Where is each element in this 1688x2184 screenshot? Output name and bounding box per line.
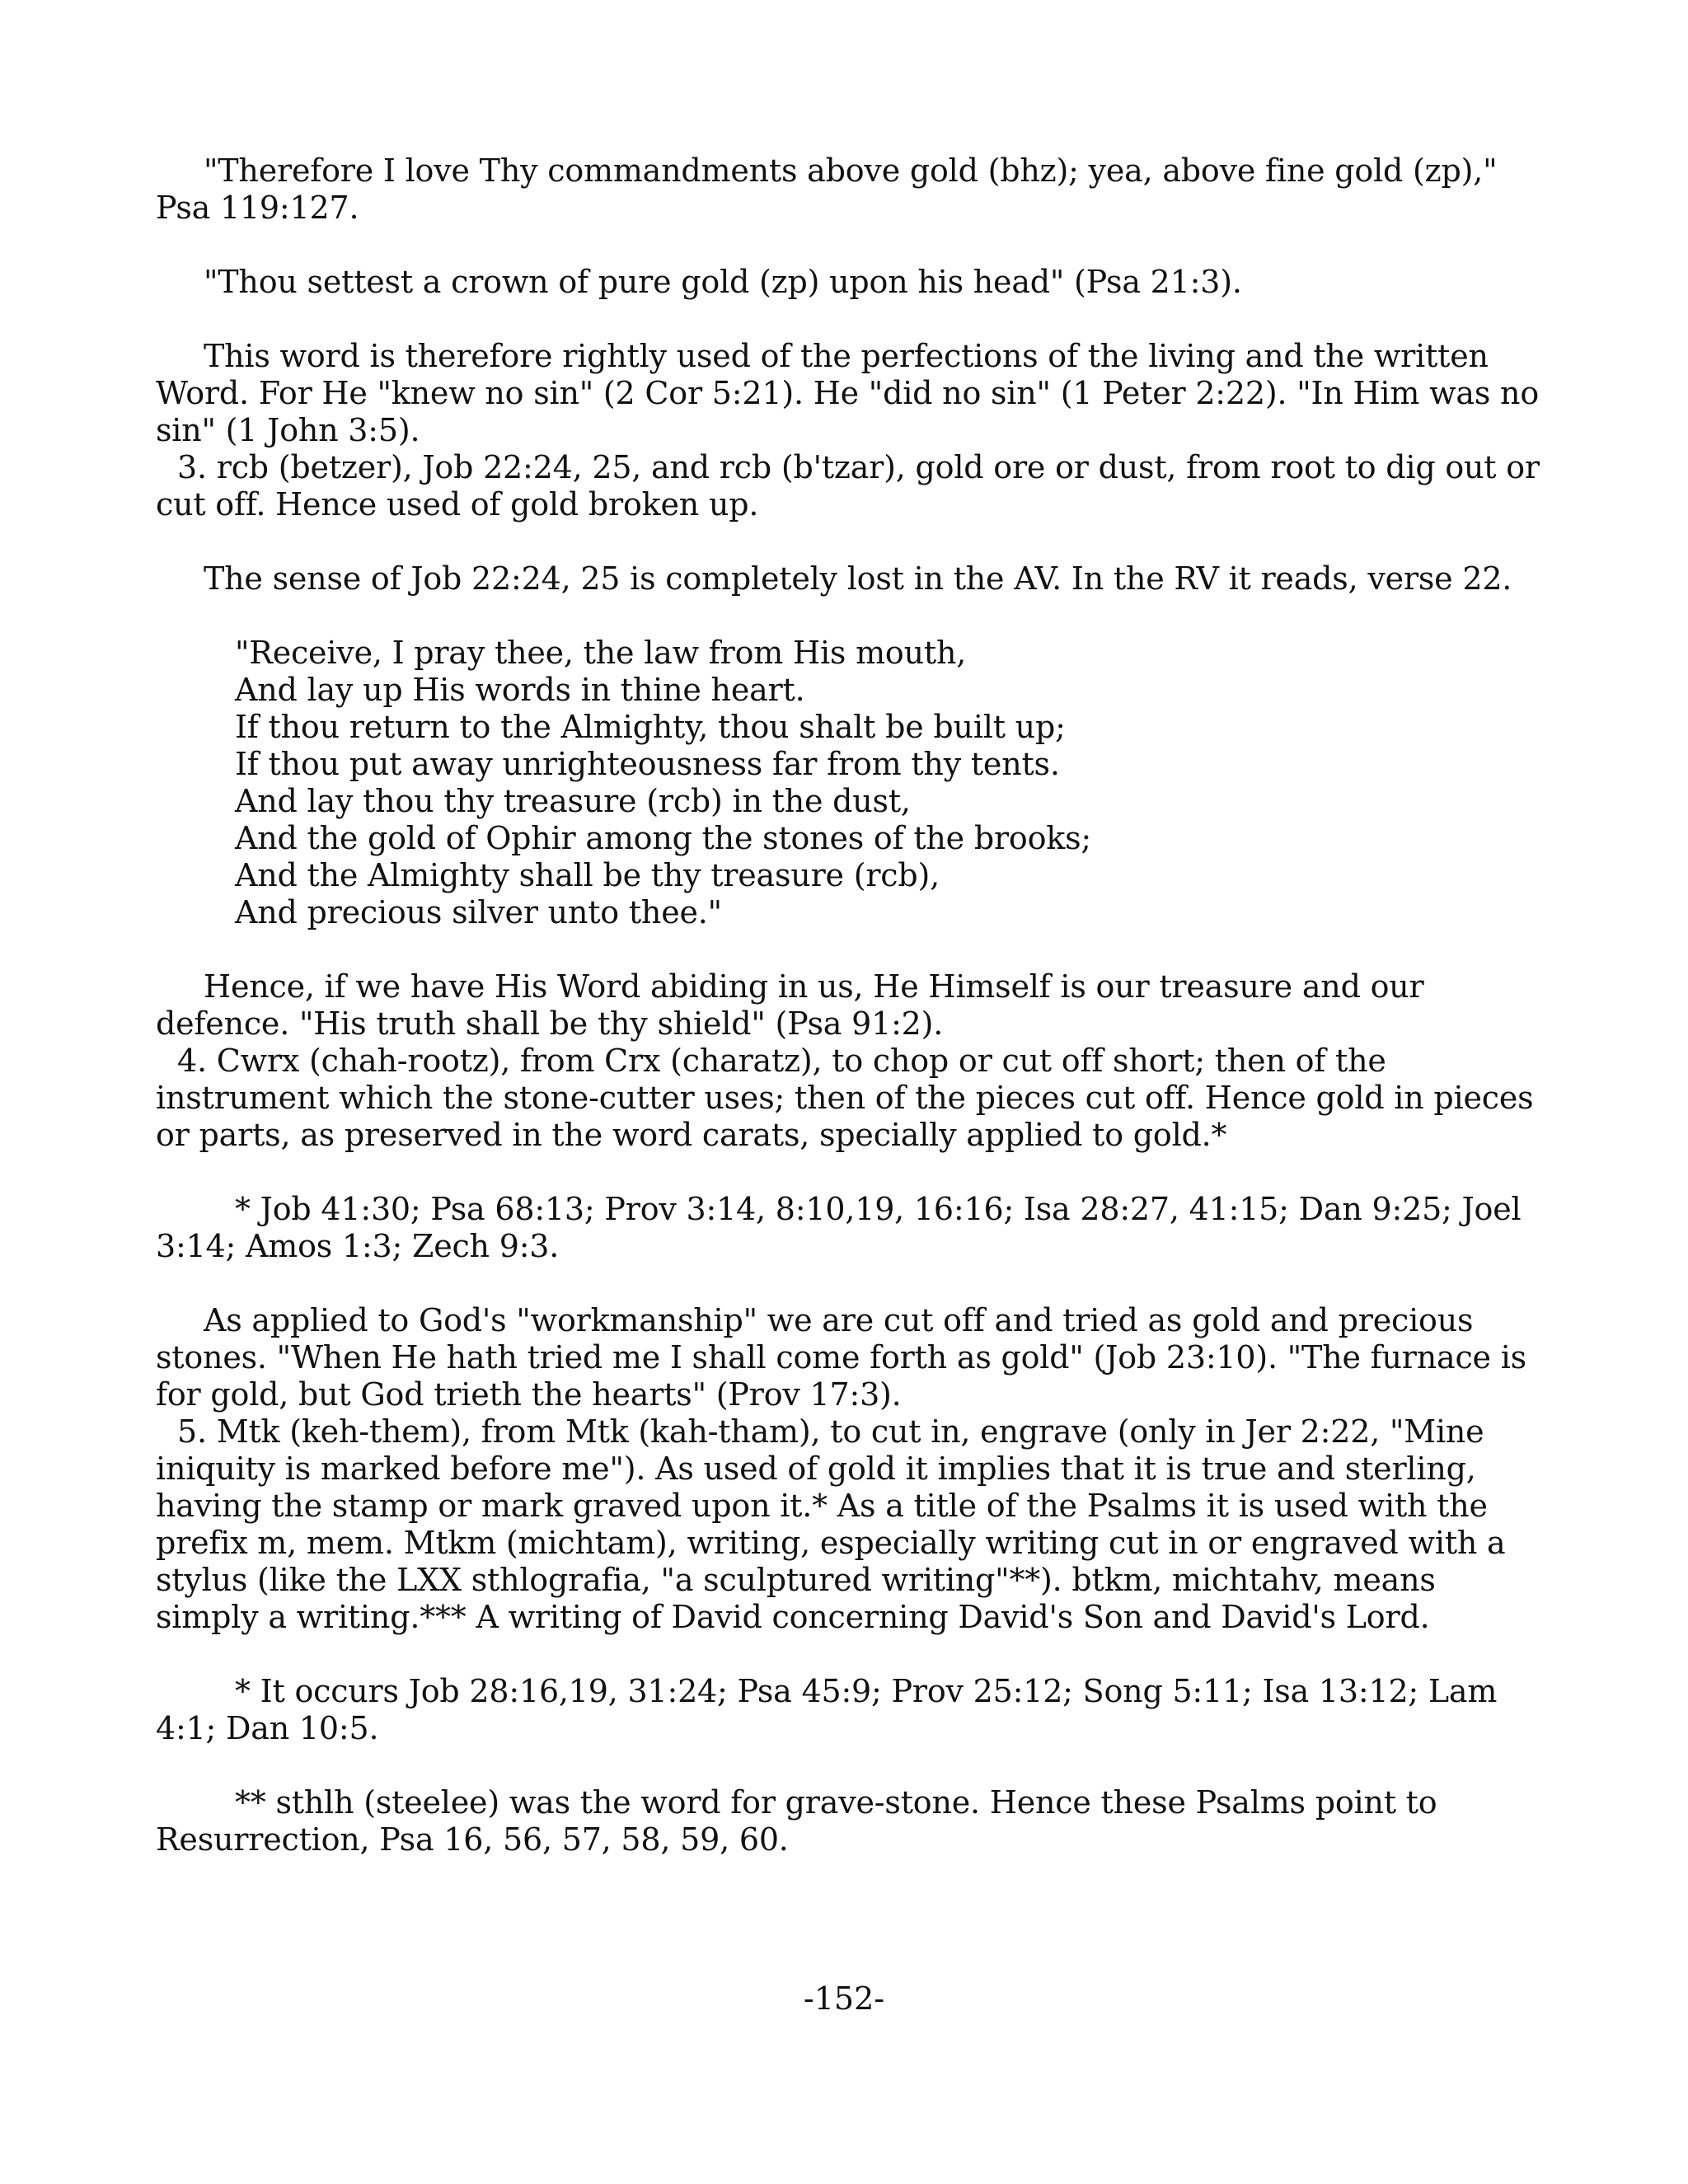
- quoted-verse: [235, 635, 1540, 931]
- paragraph-gap: [156, 523, 1540, 560]
- page-number: -152-: [803, 1980, 885, 2017]
- verse-line: "Receive, I pray thee, the law from His mouth,: [235, 635, 967, 671]
- paragraph-psalm-21: "Thou settest a crown of pure gold (zp) upon his head" (Psa 21:3).: [204, 264, 1242, 300]
- paragraph-treasure: Hence, if we have His Word abiding in us, He Himself is our treasure and our defence. "His truth shall be thy shield" (Psa 91:2).: [156, 968, 1424, 1042]
- paragraph-gap: [156, 1636, 1540, 1673]
- paragraph-gap: [156, 227, 1540, 264]
- paragraph-item-4: 4. Cwrx (chah-rootz), from Crx (charatz), to chop or cut off short; then of the instrument which the stone-cutter uses; then of the pieces cut off. Hence gold in pieces or parts, as preserved in the word carats, specially applied to gold.*: [156, 1043, 1534, 1153]
- paragraph-psalm-119: "Therefore I love Thy commandments above gold (bhz); yea, above fine gold (zp)," Psa 119:127.: [156, 152, 1498, 226]
- footnote: * It occurs Job 28:16,19, 31:24; Psa 45:9; Prov 25:12; Song 5:11; Isa 13:12; Lam 4:1; Dan 10:5.: [156, 1673, 1498, 1746]
- paragraph-job-sense: The sense of Job 22:24, 25 is completely lost in the AV. In the RV it reads, verse 22.: [204, 560, 1512, 597]
- paragraph-gap: [156, 1265, 1540, 1302]
- paragraph-perfections: This word is therefore rightly used of the perfections of the living and the written Word. For He "knew no sin" (2 Cor 5:21). He "did no sin" (1 Peter 2:22). "In Him was no sin" (1 John 3:5).: [156, 338, 1539, 448]
- paragraph-gap: [156, 301, 1540, 338]
- paragraph-gap: [156, 931, 1540, 968]
- paragraph-workmanship: As applied to God's "workmanship" we are cut off and tried as gold and precious stones. "When He hath tried me I shall come forth as gold" (Job 23:10). "The furnace is for gold, but God trieth the hearts" (Prov 17:3).: [156, 1302, 1526, 1413]
- verse-line: And lay up His words in thine heart.: [235, 672, 805, 708]
- paragraph-item-5: 5. Mtk (keh-them), from Mtk (kah-tham), to cut in, engrave (only in Jer 2:22, "Mine iniquity is marked before me"). As used of gold it implies that it is true and sterling, having the stamp or mark graved upon it.* As a title of the Psalms it is used with the prefix m, mem. Mtkm (michtam), writing, especially writing cut in or engraved with a stylus (like the LXX sthlografia, "a sculptured writing"**). btkm, michtahv, means simply a writing.*** A writing of David concerning David's Son and David's Lord.: [156, 1413, 1506, 1635]
- verse-line: And the gold of Ophir among the stones of the brooks;: [235, 820, 1092, 856]
- verse-line: And the Almighty shall be thy treasure (rcb),: [235, 857, 940, 893]
- paragraph-gap: [156, 1154, 1540, 1191]
- verse-line: If thou put away unrighteousness far from thy tents.: [235, 746, 1060, 782]
- footnote: * Job 41:30; Psa 68:13; Prov 3:14, 8:10,19, 16:16; Isa 28:27, 41:15; Dan 9:25; Joel 3:14; Amos 1:3; Zech 9:3.: [156, 1191, 1522, 1264]
- paragraph-gap: [156, 598, 1540, 635]
- verse-line: If thou return to the Almighty, thou shalt be built up;: [235, 709, 1066, 745]
- verse-line: And lay thou thy treasure (rcb) in the dust,: [235, 783, 911, 819]
- paragraph-gap: [156, 1747, 1540, 1784]
- page-body: [156, 152, 1540, 1858]
- verse-line: And precious silver unto thee.": [235, 894, 722, 930]
- footnote: ** sthlh (steelee) was the word for grave-stone. Hence these Psalms point to Resurrection, Psa 16, 56, 57, 58, 59, 60.: [156, 1784, 1437, 1858]
- paragraph-item-3: 3. rcb (betzer), Job 22:24, 25, and rcb (b'tzar), gold ore or dust, from root to dig out or cut off. Hence used of gold broken up.: [156, 449, 1540, 523]
